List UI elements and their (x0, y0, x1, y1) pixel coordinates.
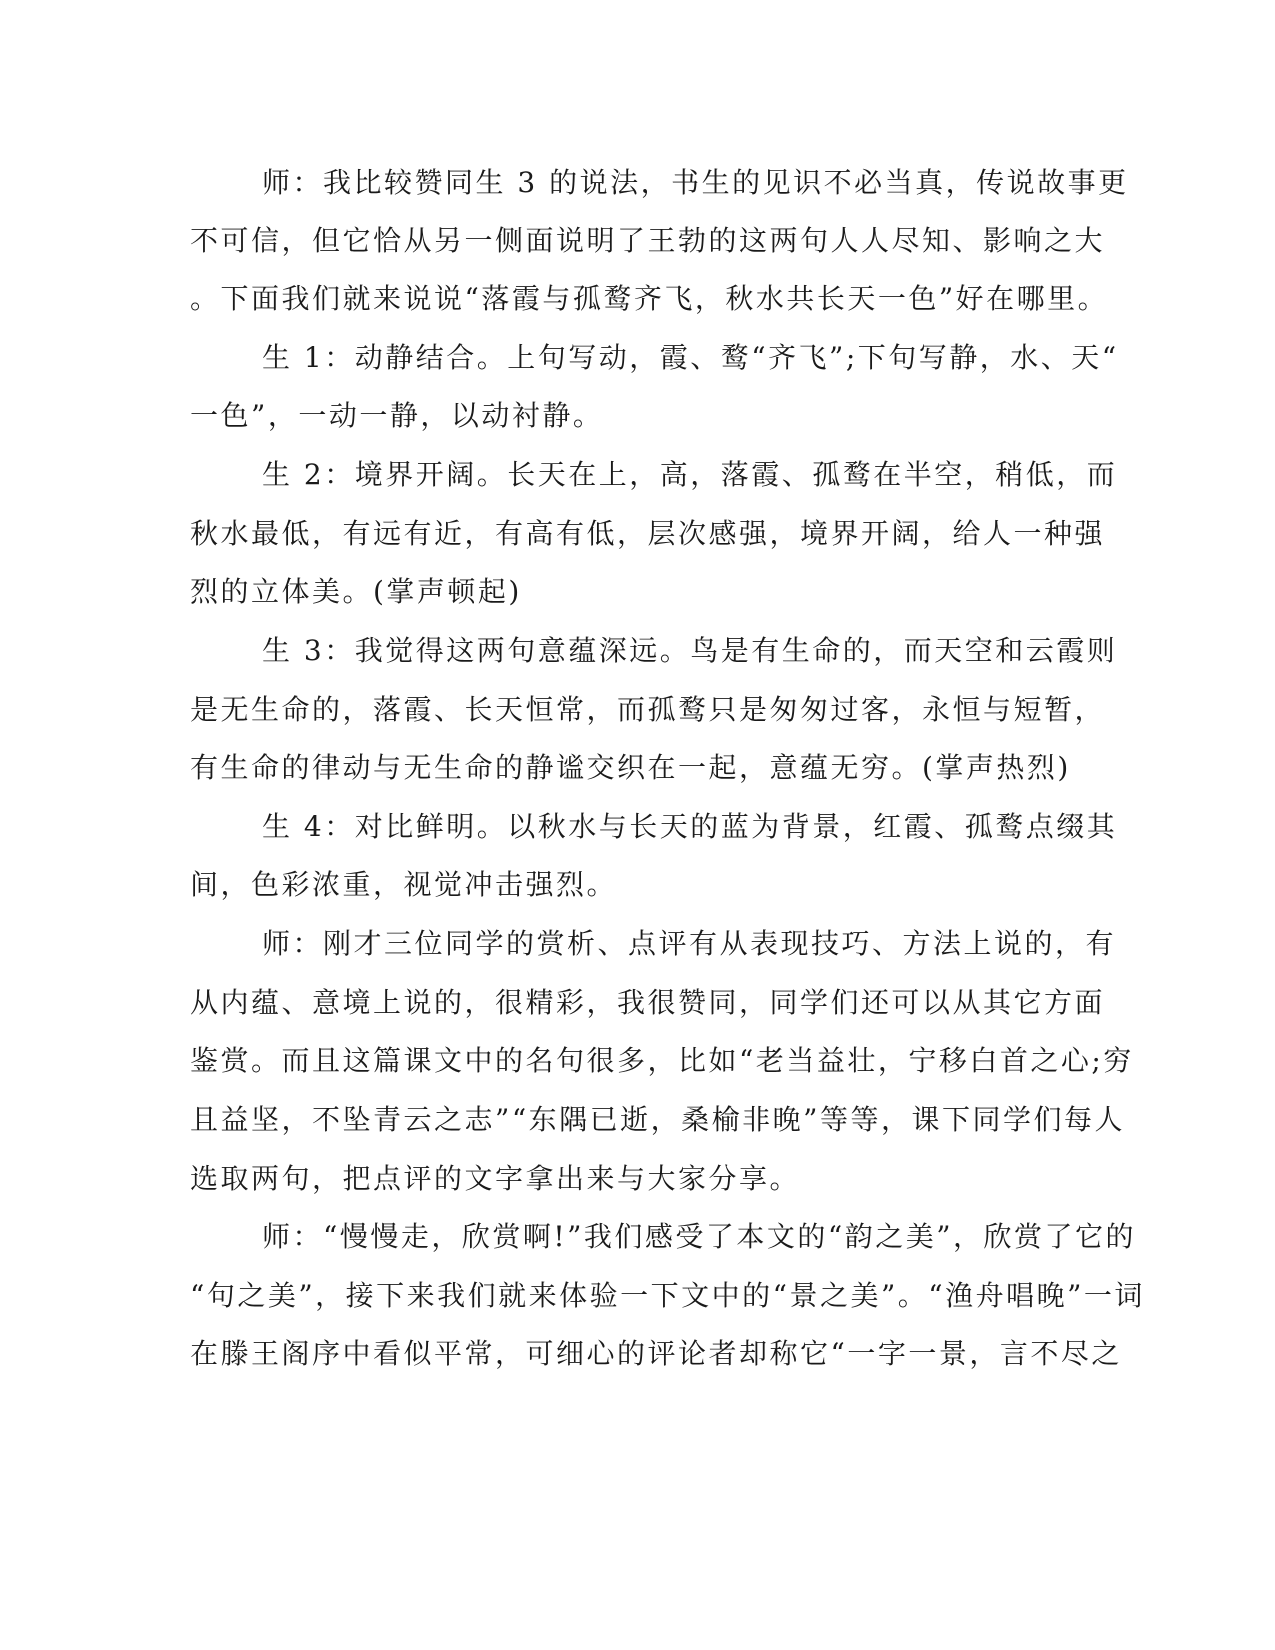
paragraph-line: 且益坚，不坠青云之志”“东隅已逝，桑榆非晚”等等，课下同学们每人 (190, 1103, 1125, 1136)
paragraph-line: 鉴赏。而且这篇课文中的名句很多，比如“老当益壮，宁移白首之心;穷 (190, 1044, 1134, 1077)
paragraph-line: 间，色彩浓重，视觉冲击强烈。 (190, 868, 618, 901)
paragraph-line: 在滕王阁序中看似平常，可细心的评论者却称它“一字一景，言不尽之 (190, 1337, 1122, 1370)
paragraph-line: 生 4：对比鲜明。以秋水与长天的蓝为背景，红霞、孤鹜点缀其 (262, 810, 1118, 843)
paragraph-line: “句之美”，接下来我们就来体验一下文中的“景之美”。“渔舟唱晚”一词 (190, 1279, 1145, 1312)
paragraph-line: 师：我比较赞同生 3 的说法，书生的见识不必当真，传说故事更 (262, 166, 1129, 199)
paragraph-line: 师：“慢慢走，欣赏啊!”我们感受了本文的“韵之美”，欣赏了它的 (262, 1220, 1137, 1253)
paragraph-line: 是无生命的，落霞、长天恒常，而孤鹜只是匆匆过客，永恒与短暂， (190, 693, 1106, 726)
paragraph-line: 从内蕴、意境上说的，很精彩，我很赞同，同学们还可以从其它方面 (190, 986, 1106, 1019)
paragraph-line: 。下面我们就来说说“落霞与孤鹜齐飞，秋水共长天一色”好在哪里。 (190, 282, 1109, 315)
paragraph-line: 选取两句，把点评的文字拿出来与大家分享。 (190, 1162, 801, 1195)
paragraph-line: 生 3：我觉得这两句意蕴深远。鸟是有生命的，而天空和云霞则 (262, 634, 1118, 667)
paragraph-line: 不可信，但它恰从另一侧面说明了王勃的这两句人人尽知、影响之大 (190, 224, 1106, 257)
paragraph-line: 烈的立体美。(掌声顿起) (190, 575, 522, 608)
paragraph-line: 有生命的律动与无生命的静谧交织在一起，意蕴无穷。(掌声热烈) (190, 751, 1071, 784)
paragraph-line: 师：刚才三位同学的赏析、点评有从表现技巧、方法上说的，有 (262, 927, 1117, 960)
paragraph-line: 秋水最低，有远有近，有高有低，层次感强，境界开阔，给人一种强 (190, 517, 1106, 550)
paragraph-line: 一色”，一动一静，以动衬静。 (190, 399, 604, 432)
paragraph-line: 生 1：动静结合。上句写动，霞、鹜“齐飞”;下句写静，水、天“ (262, 341, 1119, 374)
paragraph-line: 生 2：境界开阔。长天在上，高，落霞、孤鹜在半空，稍低，而 (262, 458, 1118, 491)
